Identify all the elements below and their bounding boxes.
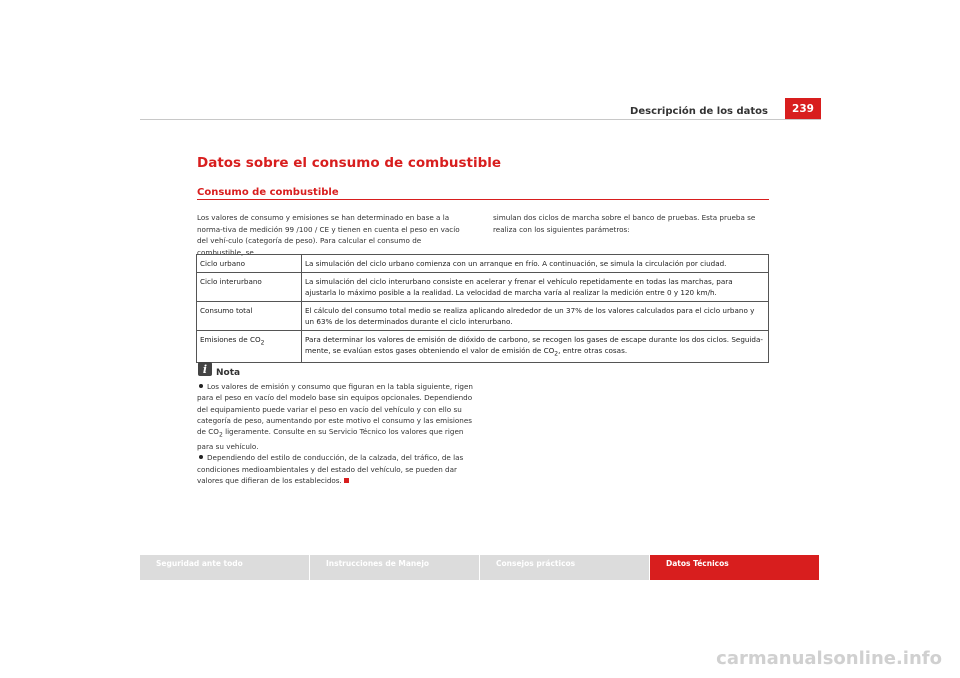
subtitle-divider	[197, 199, 769, 200]
table-key-cell: Ciclo interurbano	[197, 273, 302, 302]
footer-tab-datos-tecnicos[interactable]: Datos Técnicos	[650, 555, 819, 580]
emissions-key-text: Emisiones de CO	[200, 335, 261, 344]
table-row	[197, 331, 769, 363]
subscript: 2	[260, 339, 265, 347]
note-bullet-1	[197, 381, 477, 452]
note-text: Dependiendo del estilo de conducción, de la calzada, del tráfico, de las condiciones medioambientales y del estado del vehículo, se pueden dar valores que difieran de los establecidos.	[197, 453, 464, 485]
footer-tab-instrucciones[interactable]: Instrucciones de Manejo	[310, 555, 479, 580]
section-subtitle: Consumo de combustible	[197, 187, 339, 198]
subscript: 2	[218, 431, 223, 439]
footer-nav	[140, 555, 819, 580]
intro-paragraph-right: simulan dos ciclos de marcha sobre el banco de pruebas. Esta prueba se realiza con los siguientes parámetros:	[493, 213, 756, 234]
page-number: 239	[785, 98, 821, 120]
end-of-section-icon	[344, 478, 349, 483]
note-text: ligeramente. Consulte en su Servicio Técnico los valores que rigen para su vehículo.	[197, 427, 464, 451]
intro-paragraph-left: Los valores de consumo y emisiones se han determinado en base a la norma-tiva de medición 99 /100 / CE y tienen en cuenta el peso en vacío del vehí-culo (categoría de peso). Para calcular el consumo de combustible, se	[197, 213, 460, 257]
table-value-cell: La simulación del ciclo urbano comienza con un arranque en frío. A continuación, se simula la circulación por ciudad.	[302, 255, 769, 273]
running-header-title: Descripción de los datos	[630, 106, 768, 117]
table-row	[197, 302, 769, 331]
note-heading: Nota	[216, 368, 241, 378]
parameters-table	[196, 254, 769, 363]
subscript: 2	[554, 350, 559, 358]
table-key-cell: Ciclo urbano	[197, 255, 302, 273]
info-icon: i	[198, 362, 212, 376]
emissions-value-text: Para determinar los valores de emisión de dióxido de carbono, se recogen los gases de escape durante los dos ciclos. Seguida-mente, se evalúan estos gases obteniendo el valor de emisión de CO	[305, 335, 763, 355]
watermark: carmanualsonline.info	[716, 648, 942, 669]
header-divider	[140, 119, 821, 120]
table-row	[197, 273, 769, 302]
emissions-value-tail: , entre otras cosas.	[558, 346, 628, 355]
footer-tab-consejos[interactable]: Consejos prácticos	[480, 555, 649, 580]
note-text: Los valores de emisión y consumo que figuran en la tabla siguiente, rigen para el peso en vacío del modelo base sin equipos opcionales. Dependiendo del equipamiento puede variar el peso en vacío del vehículo y con ello su categoría de peso, aumentando por este motivo el consumo y las emisiones de CO	[197, 382, 473, 437]
note-bullet-2	[197, 452, 477, 486]
bullet-icon	[199, 384, 203, 388]
section-title: Datos sobre el consumo de combustible	[197, 155, 502, 171]
table-key-cell: Consumo total	[197, 302, 302, 331]
bullet-icon	[199, 455, 203, 459]
table-key-cell	[197, 331, 302, 363]
footer-tab-seguridad[interactable]: Seguridad ante todo	[140, 555, 309, 580]
table-value-cell: El cálculo del consumo total medio se realiza aplicando alrededor de un 37% de los valores calculados para el ciclo urbano y un 63% de los determinados durante el ciclo interurbano.	[302, 302, 769, 331]
table-value-cell: La simulación del ciclo interurbano consiste en acelerar y frenar el vehículo repetidamente en todas las marchas, para ajustarla lo máximo posible a la realidad. La velocidad de marcha varía al realizar la medición entre 0 y 120 km/h.	[302, 273, 769, 302]
table-value-cell	[302, 331, 769, 363]
note-body	[197, 381, 477, 486]
table-row	[197, 255, 769, 273]
